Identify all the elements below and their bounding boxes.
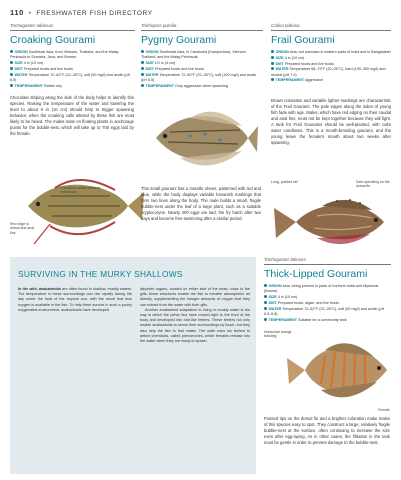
- bullet-icon: [10, 50, 13, 53]
- sci-name-thick-lipped: Trichogaster lalioses: [264, 257, 306, 262]
- caption-dark-speckling: Dark speckling on the dorsal fin: [356, 180, 390, 189]
- fact-diet: DIET Prepared foods, algae, and live foods: [264, 301, 390, 306]
- bullet-icon: [264, 307, 267, 310]
- caption-long-tail: Long, pointed tail: [271, 180, 298, 184]
- fact-origin: ORIGIN Asia, but unknown in eastern parts of India and in Bangladesh: [271, 50, 391, 55]
- bullet-icon: [141, 61, 144, 64]
- section-title: FRESHWATER FISH DIRECTORY: [36, 10, 153, 17]
- header-separator: •: [26, 10, 34, 17]
- bullet-icon: [141, 84, 144, 87]
- bullet-icon: [10, 61, 13, 64]
- caption-coloration: Coloration varies between individuals: [60, 186, 101, 195]
- bullet-icon: [141, 67, 144, 70]
- title-pygmy: Pygmy Gourami: [141, 34, 217, 46]
- caption-female: Female: [378, 408, 390, 412]
- feature-text-2b: Another anabantoid adaptation to living in muddy water is the way in which the pelvic fins have moved right to the front of the body and developed into hair-like feelers. These feelers not only enable anabantoids to sense their surroundings by touch, but they also help the fish to find mates. The male uses his feelers to detect chemicals, called pheromones, which females release into the water when they are ready to spawn.: [140, 307, 250, 344]
- croaking-gourami-illustration: [20, 166, 145, 246]
- bullet-icon: [10, 84, 13, 87]
- fact-size: SIZE 4 in (10 cm): [264, 295, 390, 300]
- feature-text-2a: labyrinth organs, located on either side of the head, close to the gills; these structures enable the fish to breathe atmospheric air directly, supplementing the meagre amounts of oxygen that they can extract from the water with their gills.: [140, 287, 250, 307]
- sci-name-pygmy: Trichopsis pumila: [141, 23, 177, 28]
- fact-water: WATER Temperature 72–82°F (22–28°C), soft (50 mg/l) and acidic (pH 6.5): [10, 72, 131, 82]
- title-thick-lipped: Thick-Lipped Gourami: [264, 268, 368, 280]
- bullet-icon: [10, 67, 13, 70]
- fact-origin: ORIGIN Southeast Asia, from Vietnam, Thailand, and the Malay Peninsula to Sumatra, Java, and Borneo: [10, 50, 119, 60]
- fact-water: WATER Temperature 72–82°F (22–28°C), soft (50 mg/l) and acidic (pH 6.5–6.8): [264, 306, 385, 316]
- thick-lipped-gourami-illustration: [285, 330, 393, 410]
- rule-pygmy: [141, 30, 263, 31]
- fact-temperament: TEMPERAMENT Aggressive: [271, 78, 391, 83]
- frail-gourami-illustration: [272, 190, 390, 252]
- fact-origin: ORIGIN Southeast Asia, in Cambodia (Kampuchea), Vietnam, Thailand, and the Malay Peninsula: [141, 50, 247, 60]
- fact-diet: DIET Prepared foods and live foods: [10, 67, 134, 72]
- rule-croaking: [10, 30, 135, 31]
- feature-column-2: [140, 287, 250, 344]
- bullet-icon: [141, 73, 144, 76]
- caption-orange-banding: Horizontal orange banding: [264, 330, 292, 339]
- bullet-icon: [271, 62, 274, 65]
- title-frail: Frail Gourami: [271, 34, 335, 46]
- bullet-icon: [271, 67, 274, 70]
- fact-diet: DIET Prepared foods and live foods: [141, 67, 262, 72]
- fact-size: SIZE 1½ in (4 cm): [141, 61, 262, 66]
- bullet-icon: [264, 301, 267, 304]
- bullet-icon: [10, 73, 13, 76]
- fact-diet: DIET Prepared foods and live foods: [271, 62, 391, 67]
- facts-pygmy: [141, 50, 262, 89]
- feature-title: SURVIVING IN THE MURKY SHALLOWS: [18, 269, 183, 279]
- fact-origin: ORIGIN Asia, being present in parts of northern India and Myanmar (Burma): [264, 284, 379, 294]
- body-croaking: Chocolate striping along the side of the body helps to identify this species. Raising the temperature of the water and lowering the level to about 6 in (10 cm) should help to trigger spawning behavior, when the croaking calls uttered by these fish are most likely to be heard. The males mate on floating plants in anchorage points for the bubble-nest, which will take up to 700 eggs laid by the female.: [10, 95, 134, 136]
- facts-croaking: [10, 50, 134, 89]
- rule-frail: [271, 30, 391, 31]
- fact-size: SIZE 4 in (10 cm): [271, 56, 391, 61]
- fact-temperament: TEMPERAMENT Suitable for a community tank: [264, 318, 390, 323]
- caption-red-edge: Red edge to dorsal and anal fins: [10, 222, 34, 235]
- page-number: 110: [10, 8, 24, 17]
- body-thick-lipped: Pointed tips on the dorsal fin and a brighter coloration make males of this species easy to spot. They construct a large, relatively fragile bubble-nest at the surface, often continuing to increase the size even after egg-laying. As in other cases, the filtration in the tank must be gentle in order to prevent damage to the bubble-nest.: [264, 416, 390, 445]
- fact-size: SIZE 4 in (10 cm): [10, 61, 134, 66]
- feature-box: [10, 257, 256, 474]
- pygmy-gourami-illustration: [150, 96, 258, 178]
- page-header: [10, 8, 390, 17]
- bullet-icon: [271, 56, 274, 59]
- bullet-icon: [264, 295, 267, 298]
- sci-name-croaking: Trichogaster labiosus: [10, 23, 54, 28]
- bullet-icon: [141, 50, 144, 53]
- title-croaking: Croaking Gourami: [10, 34, 96, 46]
- bullet-icon: [271, 78, 274, 81]
- fact-temperament: TEMPERAMENT Rather shy: [10, 84, 134, 89]
- bullet-icon: [264, 284, 267, 287]
- feature-column-1: [18, 287, 132, 313]
- sci-name-frail: Colisa labiosa: [271, 23, 300, 28]
- feature-text-1: are often found in shallow, muddy waters. The temperature in these surroundings can rise rapidly during the day under the heat of the tropical sun, with the result that less oxygen is available in the fish. To help them survive in such a poorly oxygenated environment, anabantoids have developed: [18, 287, 132, 312]
- fact-water: WATER Temperature 68–79°F (20–26°C), hard (100–300 mg/l) and neutral (pH 7.0): [271, 67, 386, 77]
- facts-frail: [271, 50, 391, 84]
- body-pygmy: This small gourami has a metallic sheen, patterned with red and blue, while the body displays variable brownish markings that form two lines along the body. The male builds a small, fragile bubble-nest under the leaf of a large plant, such as a suitable cryptocoryne. Nearly 200 eggs are laid; the fry hatch after two days and become free-swimming after a similar period.: [141, 186, 261, 221]
- fact-water: WATER Temperature 72–82°F (22–28°C), soft (100 mg/l) and acidic (pH 6.5): [141, 72, 257, 82]
- facts-thick-lipped: [264, 284, 390, 323]
- rule-thick-lipped: [264, 264, 391, 265]
- bullet-icon: [271, 50, 274, 53]
- fact-temperament: TEMPERAMENT Only aggressive when spawning: [141, 84, 262, 89]
- feature-lead: In the wild, anabantoids: [18, 287, 61, 291]
- body-frail: Brown coloration and variable lighter markings are characteristic of the Frail Gourami. The pale edges along the sides of young fish fade with age. Males, which have red edging on their caudal and anal fins, must not be kept together because they will fight. A tank for Frail Gouramis should be well-planted, with calm water conditions. This is a mouth-brooding gourami, and the young leave the female's mouth about two weeks after spawning.: [271, 98, 391, 145]
- bullet-icon: [264, 318, 267, 321]
